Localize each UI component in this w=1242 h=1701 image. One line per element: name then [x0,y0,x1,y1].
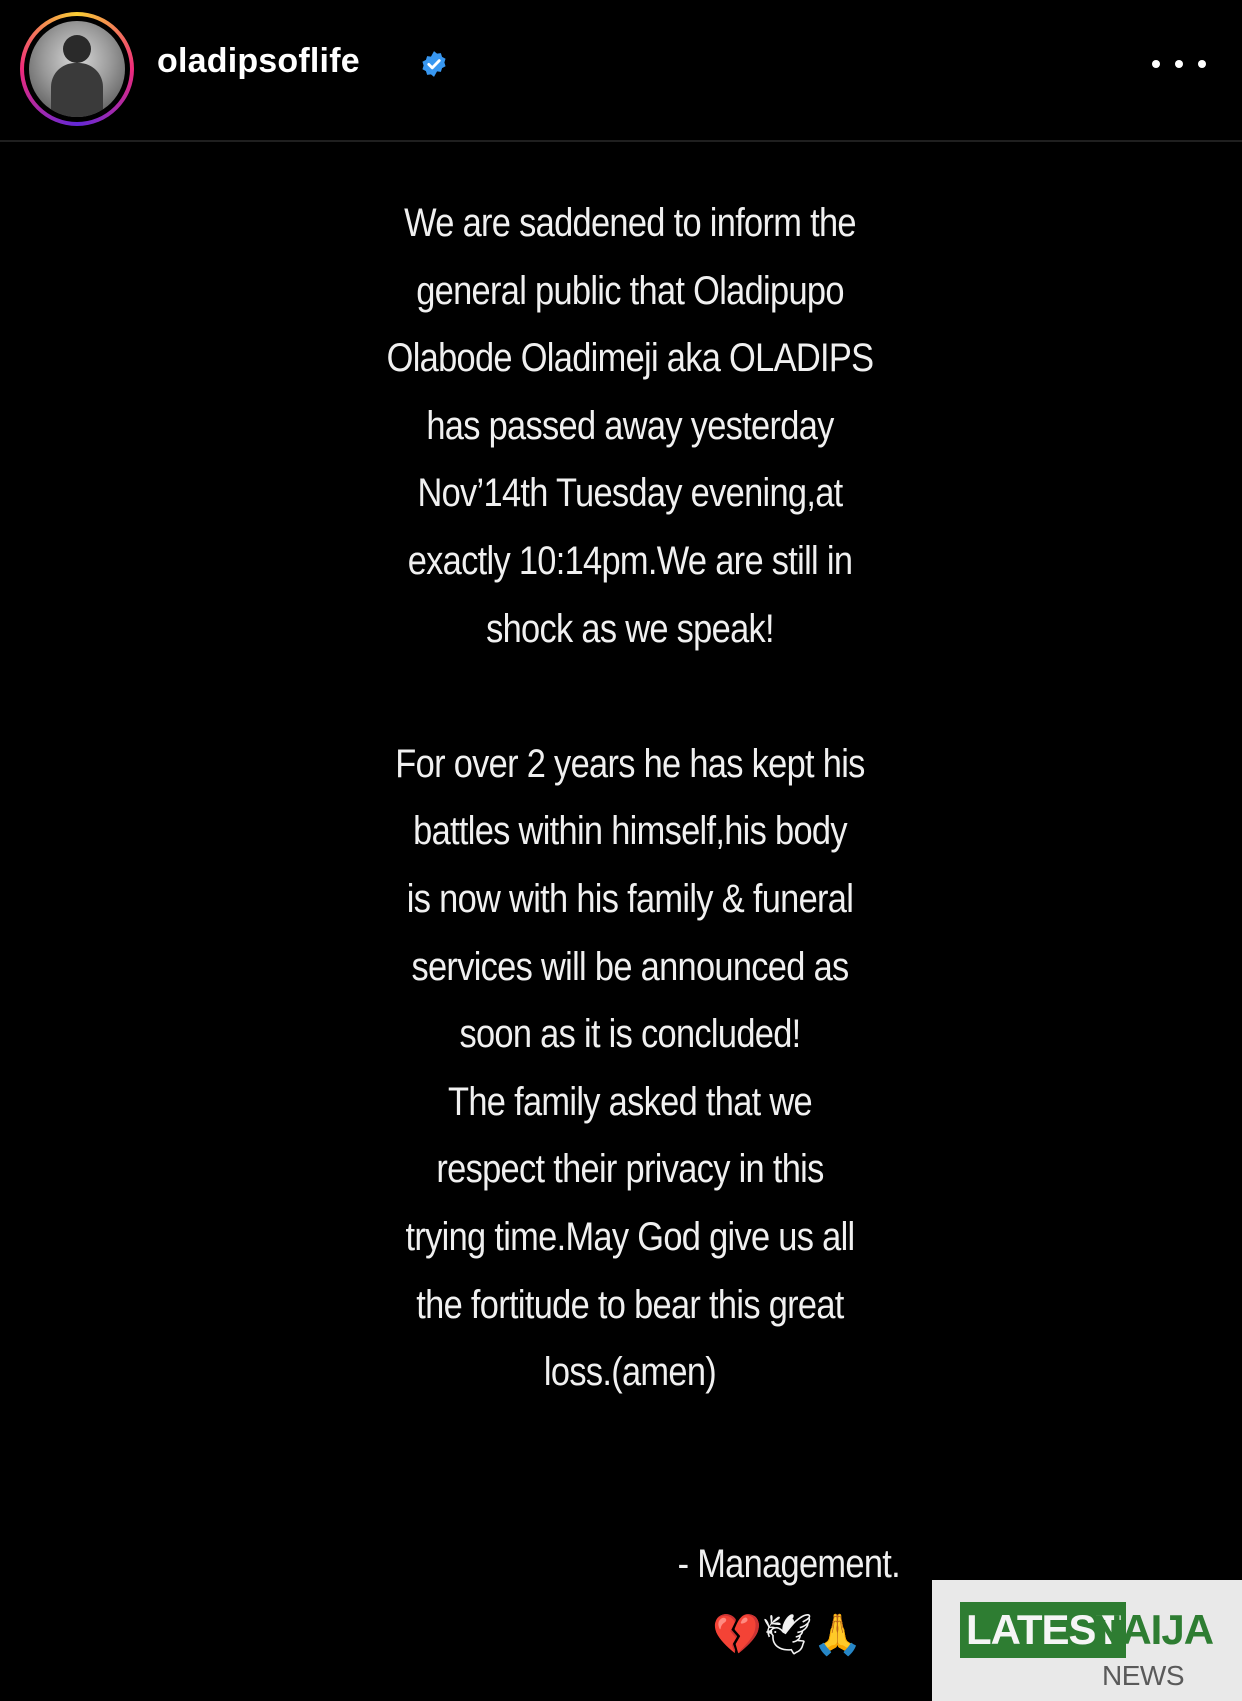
username-link[interactable]: oladipsoflife [157,42,360,80]
caption-line: For over 2 years he has kept his [395,741,865,786]
caption-line: We are saddened to inform the [404,201,856,245]
caption-line: exactly 10:14pm.We are still in [407,538,853,583]
caption-line: shock as we speak! [486,606,774,651]
watermark-logo [932,1580,1242,1701]
avatar-body [51,63,103,117]
caption-line: trying time.May God give us all [405,1214,855,1259]
paragraph-gap [346,663,914,731]
post-header [0,0,1242,142]
caption-line: The family asked that we [448,1079,812,1124]
more-options-button[interactable] [1152,44,1206,84]
caption-line: general public that Oladipupo [416,268,844,313]
dot-icon [1152,60,1160,68]
caption-line: has passed away yesterday [426,403,834,448]
story-ring[interactable] [20,12,134,126]
dot-icon [1175,60,1183,68]
caption-line: soon as it is concluded! [459,1012,801,1057]
watermark-latest: LATEST [960,1602,1126,1658]
caption-line: services will be announced as [411,944,849,989]
caption-line: loss.(amen) [543,1350,717,1395]
caption-line: respect their privacy in this [436,1147,824,1192]
caption-line: battles within himself,his body [413,809,847,854]
watermark-news: NEWS [1102,1660,1184,1691]
post-caption [346,190,914,1407]
caption-line: is now with his family & funeral [406,876,854,921]
verified-badge-icon [420,50,448,78]
avatar-head [63,35,91,63]
caption-line: Nov’14th Tuesday evening,at [417,471,843,516]
signoff-text: - Management. [677,1542,900,1586]
caption-line: Olabode Oladimeji aka OLADIPS [386,336,874,381]
dot-icon [1198,60,1206,68]
caption-line: the fortitude to bear this great [416,1282,844,1327]
avatar[interactable] [29,21,125,117]
watermark-naija: NAIJA [1092,1606,1214,1653]
emoji-line: 💔🕊🙏 [712,1612,863,1658]
